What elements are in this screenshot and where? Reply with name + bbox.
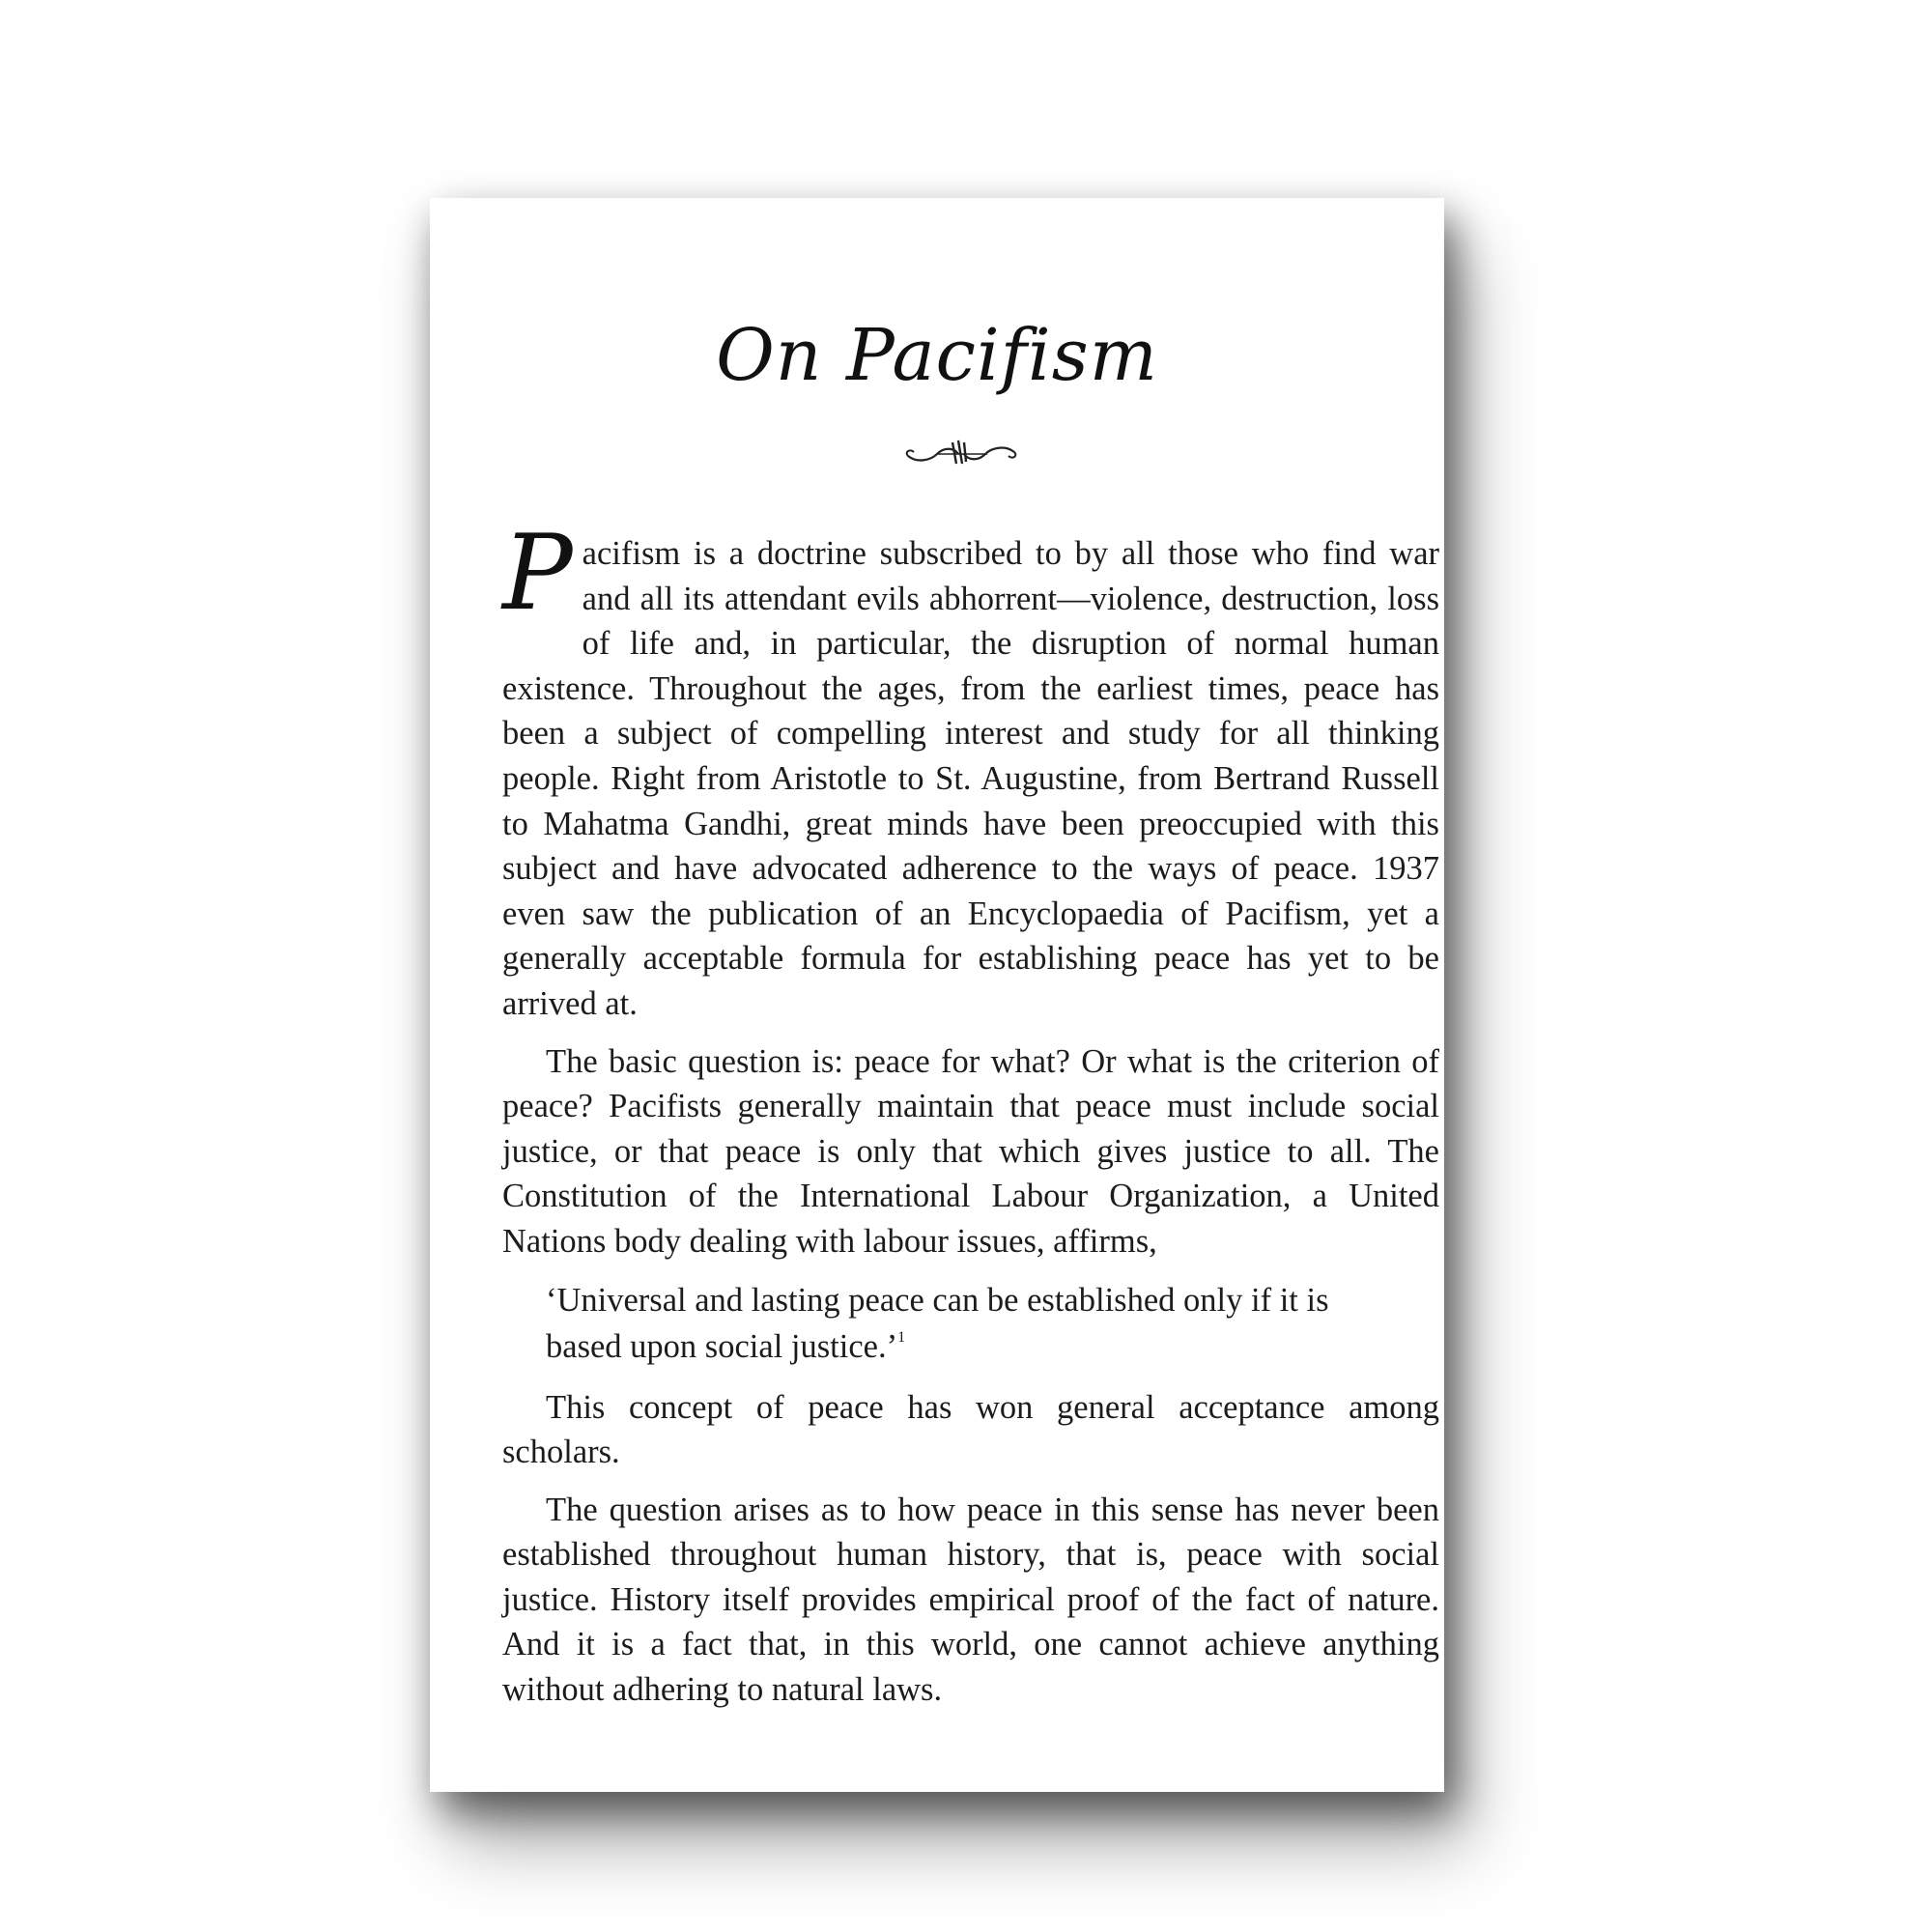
- quote-text: ‘Universal and lasting peace can be established only if it is based upon social justice.’: [546, 1281, 1329, 1365]
- paragraph-1-text: acifism is a doctrine subscribed to by all those who find war and all its attendant evils abhorrent—violence, destruction, loss of life and, in particular, the disruption of normal human existence. Throughout the ages, from the earliest times, peace has been a subject of compelling interest and study for all thinking people. Right from Aristotle to St. Augustine, from Bertrand Russell to Mahatma Gandhi, great minds have been preoccupied with this subject and have advocated adherence to the ways of peace. 1937 even saw the publication of an Encyclopaedia of Pacifism, yet a generally acceptable formula for establishing peace has yet to be arrived at.: [502, 535, 1439, 1022]
- paragraph-3: This concept of peace has won general acceptance among scholars.: [502, 1388, 1439, 1471]
- paragraph-1: [502, 513, 1439, 1027]
- paragraph-4: The question arises as to how peace in this sense has never been established throughout human history, that is, peace with social justice. History itself provides empirical proof of the fact of nature. And it is a fact that, in this world, one cannot achieve anything without adhering to natural laws.: [502, 1491, 1439, 1709]
- drop-cap: P: [502, 513, 573, 634]
- footnote-marker: 1: [897, 1328, 906, 1346]
- scroll-flourish-icon: [898, 435, 1024, 469]
- book-page: [430, 198, 1444, 1792]
- chapter-title: On Pacifism: [716, 314, 1158, 397]
- block-quote: [546, 1277, 1367, 1370]
- body-text: [502, 513, 1439, 1725]
- paragraph-2: The basic question is: peace for what? Or what is the criterion of peace? Pacifists generally maintain that peace must include social justice, or that peace is only that which gives justice to all. The Constitution of the International Labour Organization, a United Nations body dealing with labour issues, affirms,: [502, 1042, 1439, 1260]
